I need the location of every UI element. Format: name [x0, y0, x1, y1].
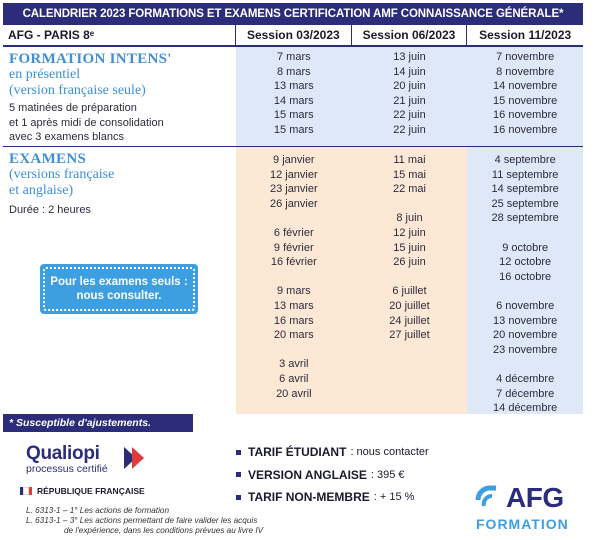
date-item [352, 270, 468, 285]
session-11-header: Session 11/2023 [479, 28, 572, 42]
date-item: 23 janvier [269, 183, 318, 196]
date-item: 11 septembre [491, 168, 559, 181]
tarif-item [236, 467, 429, 483]
adjustment-note: * Susceptible d'ajustements. [3, 414, 193, 432]
formation-subtitle-2: (version française seule) [9, 82, 146, 98]
date-item: 16 mars [273, 314, 314, 327]
examens-subtitle-1: (versions française [9, 167, 115, 182]
republique-francaise [20, 486, 145, 496]
date-item: 20 avril [276, 387, 312, 400]
date-item: 13 juin [393, 51, 426, 63]
date-item: 23 novembre [493, 343, 558, 356]
date-item: 12 juin [393, 226, 426, 239]
date-item: 11 mai [393, 154, 426, 166]
republique-label: RÉPUBLIQUE FRANÇAISE [37, 486, 145, 496]
date-item: 15 mai [392, 168, 426, 181]
legal-line-3: de l'expérience, dans les conditions prévues au livre IV [64, 526, 264, 535]
date-item: 16 novembre [493, 123, 558, 136]
consult-line-1: Pour les examens seuls : [50, 276, 188, 288]
date-item: 9 janvier [273, 154, 315, 166]
formation-title: FORMATION INTENS' [9, 51, 172, 67]
date-item: 22 mai [392, 183, 426, 196]
date-item: 15 novembre [493, 94, 558, 107]
location-header: AFG - PARIS 8ᵉ [3, 25, 236, 45]
qualiopi-word: Qualiopi [26, 443, 100, 464]
formation-desc-1: 5 matinées de préparation [9, 102, 137, 114]
date-item: 9 février [273, 241, 314, 254]
date-item: 9 mars [276, 285, 311, 298]
date-item: 14 septembre [491, 183, 559, 196]
date-item: 20 mars [273, 329, 314, 342]
bullet-icon [236, 472, 241, 477]
date-item: 8 mars [276, 65, 311, 78]
date-item: 22 juin [393, 123, 426, 136]
tarif-label: TARIF ÉTUDIANT [248, 445, 347, 459]
tarif-label: VERSION ANGLAISE [248, 467, 367, 482]
column-header-row [3, 25, 583, 47]
tarif-value: : nous contacter [350, 446, 429, 458]
tarif-value: : + 15 % [373, 491, 415, 503]
formation-subtitle-1: en présentiel [9, 67, 81, 82]
formation-session-06-dates [352, 47, 468, 147]
date-item: 28 septembre [491, 212, 559, 225]
qualiopi-mark-icon [124, 443, 150, 473]
examens-subtitle-2: et anglaise) [9, 182, 74, 198]
qualiopi-logo [26, 443, 108, 475]
date-item: 25 septembre [491, 197, 559, 210]
formation-description [3, 47, 236, 147]
tarif-item [236, 444, 429, 460]
date-item: 13 mars [273, 299, 314, 312]
examens-session-03-dates [236, 147, 352, 414]
afg-mark-icon [474, 482, 506, 516]
date-item: 8 juin [396, 212, 423, 225]
french-flag-icon [20, 487, 32, 495]
date-item: 27 juillet [389, 329, 430, 342]
date-item: 15 juin [393, 241, 426, 254]
formation-desc-3: avec 3 examens blancs [9, 131, 124, 143]
date-item: 24 juillet [389, 314, 430, 327]
date-item: 8 novembre [496, 65, 555, 78]
date-item: 14 novembre [493, 80, 558, 93]
examens-title: EXAMENS [9, 151, 87, 167]
date-item: 16 novembre [493, 109, 558, 122]
date-item: 6 février [273, 226, 314, 239]
tarifs-list [236, 444, 429, 512]
date-item: 16 octobre [499, 270, 552, 283]
legal-line-1: L. 6313-1 – 1° Les actions de formation [26, 506, 170, 515]
bullet-icon [236, 450, 241, 455]
tarif-item [236, 489, 429, 505]
date-item: 20 novembre [493, 329, 558, 342]
examens-session-06-dates [352, 147, 468, 414]
session-03-header: Session 03/2023 [236, 25, 352, 45]
date-item [352, 197, 468, 212]
consult-badge [40, 264, 198, 314]
date-item: 13 mars [273, 80, 314, 93]
date-item [236, 343, 352, 358]
date-item: 12 octobre [499, 256, 552, 269]
date-item [236, 270, 352, 285]
date-item [467, 357, 583, 372]
date-item: 16 février [270, 256, 317, 269]
date-item: 26 janvier [269, 197, 318, 210]
date-item: 15 mars [273, 123, 314, 136]
date-item: 4 septembre [494, 154, 556, 166]
date-item: 21 juin [393, 94, 426, 107]
date-item: 4 décembre [496, 372, 555, 385]
consult-line-2: nous consulter. [76, 290, 162, 302]
date-item: 9 octobre [502, 241, 549, 254]
legal-notes [26, 506, 263, 536]
date-item [467, 226, 583, 241]
date-item: 26 juin [393, 256, 426, 269]
date-item: 14 juin [393, 65, 426, 78]
qualiopi-sub: processus certifié [26, 463, 108, 475]
date-item: 6 avril [279, 372, 309, 385]
formation-desc-2: et 1 après midi de consolidation [9, 116, 164, 129]
date-item: 20 juillet [389, 299, 430, 312]
formation-session-03-dates [236, 47, 352, 147]
afg-sub: FORMATION [476, 516, 569, 532]
date-item [236, 211, 352, 226]
date-item: 7 décembre [496, 387, 555, 400]
date-item: 14 mars [273, 94, 314, 107]
formation-session-11-dates [467, 47, 583, 147]
date-item: 12 janvier [269, 168, 318, 181]
date-item: 3 avril [279, 358, 309, 371]
date-item: 20 juin [393, 80, 426, 93]
date-item: 14 décembre [493, 402, 558, 415]
date-item: 7 novembre [496, 51, 555, 63]
afg-word: AFG [506, 482, 564, 513]
formation-row [3, 47, 583, 147]
examens-session-11-dates [467, 147, 583, 414]
examens-duration: Durée : 2 heures [9, 204, 91, 216]
date-item: 6 juillet [392, 285, 427, 298]
page-title: CALENDRIER 2023 FORMATIONS ET EXAMENS CERTIFICATION AMF CONNAISSANCE GÉNÉRALE* [3, 3, 583, 25]
session-06-header: Session 06/2023 [352, 25, 468, 45]
date-item: 15 mars [273, 109, 314, 122]
date-item: 22 juin [393, 109, 426, 122]
legal-line-2: L. 6313-1 – 3° Les actions permettant de faire valider les acquis [26, 516, 258, 525]
date-item [467, 284, 583, 299]
tarif-label: TARIF NON-MEMBRE [248, 490, 370, 504]
date-item: 13 novembre [493, 314, 558, 327]
bullet-icon [236, 495, 241, 500]
tarif-value: : 395 € [370, 468, 405, 481]
date-item: 7 mars [276, 51, 311, 63]
date-item: 6 novembre [496, 299, 555, 312]
